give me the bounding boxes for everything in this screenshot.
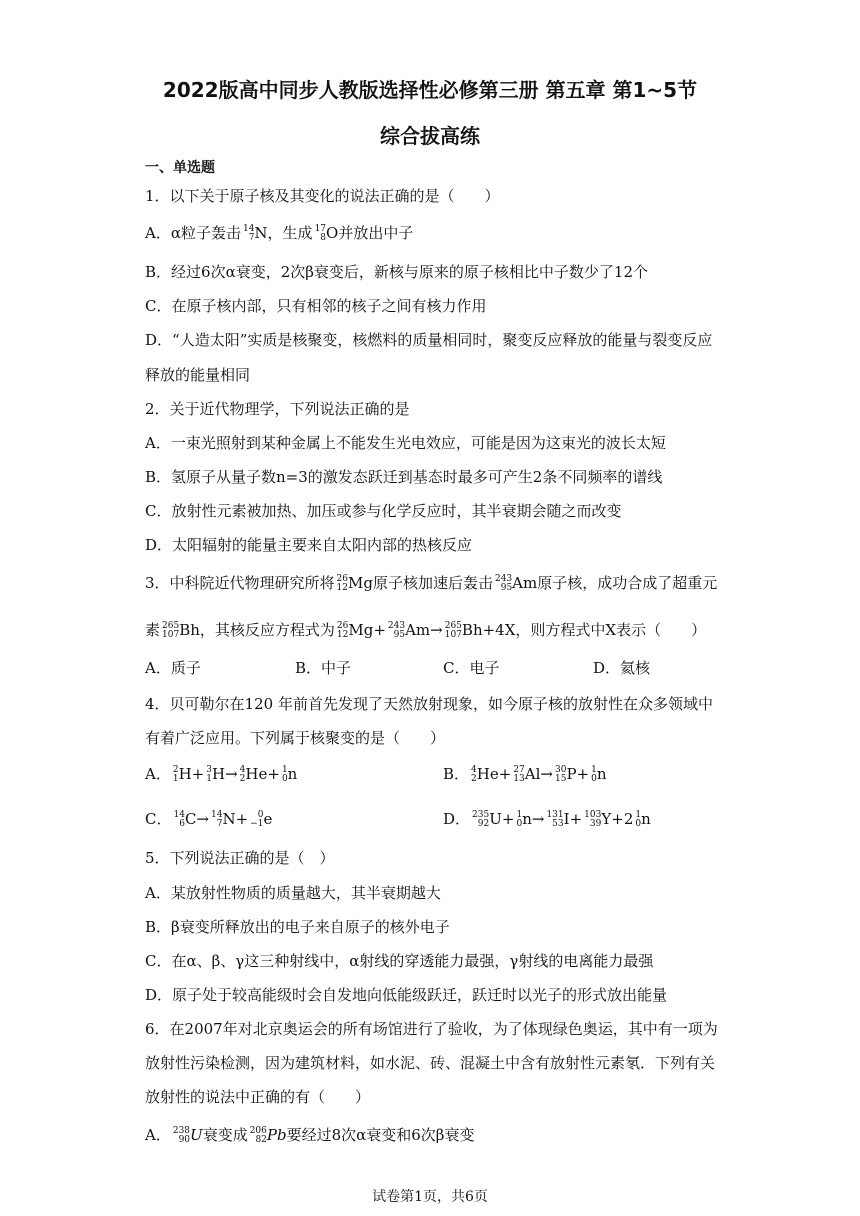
element-symbol: Pb: [266, 1126, 287, 1144]
q6-stem-line2: 放射性污染检测，因为建筑材料，如水泥、砖、混凝土中含有放射性元素氡．下列有关: [145, 1054, 716, 1072]
nuclide-script: [250, 1127, 267, 1145]
mass-number: 243: [494, 574, 513, 584]
mass-number: 4: [471, 765, 477, 775]
atomic-number: 90: [178, 1135, 191, 1145]
q4-stem-line2: 有着广泛应用。下列属于核聚变的是（ ）: [145, 729, 446, 747]
q1-option-a: [145, 223, 413, 243]
q6-a-text: 要经过8次α衰变和6次β衰变: [286, 1126, 475, 1144]
q1-option-b: B．经过6次α衰变，2次β衰变后，新核与原来的原子核相比中子数少了12个: [145, 263, 649, 281]
atomic-number: 107: [162, 630, 180, 640]
q5-option-c: C．在α、β、γ这三种射线中，α射线的穿透能力最强，γ射线的电离能力最强: [145, 952, 654, 970]
nuclide-script: [315, 225, 326, 243]
element-symbol: Bh: [461, 621, 483, 639]
element-symbol: H: [211, 765, 226, 783]
q6-a-text: 衰变成: [202, 1126, 248, 1144]
nuclide-script: [546, 811, 563, 829]
mass-number: 265: [444, 621, 462, 631]
atomic-number: 0: [516, 819, 523, 829]
atomic-number: 95: [393, 630, 406, 640]
element-symbol: N: [222, 810, 236, 828]
atomic-number: 1: [172, 774, 179, 784]
mass-number: 206: [249, 1126, 267, 1136]
element-symbol: H: [178, 765, 192, 783]
q4-option-c: [145, 809, 272, 829]
plus-sign: +: [191, 765, 205, 783]
q5-stem: 5．下列说法正确的是（ ）: [145, 849, 335, 867]
q3-text: +4X，则方程式中X表示（ ）: [482, 621, 707, 639]
q3-stem-line1: [145, 573, 717, 593]
atomic-number: 7: [216, 819, 223, 829]
element-symbol: C: [184, 810, 197, 828]
nuclide-script: [250, 811, 263, 829]
q1-stem: 1．以下关于原子核及其变化的说法正确的是（ ）: [145, 187, 500, 205]
mass-number: 17: [314, 224, 327, 234]
arrow-sign: →: [225, 765, 238, 783]
mass-number: 1: [591, 765, 597, 775]
mass-number: 243: [387, 621, 406, 631]
q3-text: 素: [145, 621, 161, 639]
element-symbol: n: [641, 810, 651, 828]
element-symbol: Y: [601, 810, 612, 828]
atomic-number: 0: [635, 819, 642, 829]
nuclide-script: [162, 622, 179, 640]
element-symbol: U: [489, 810, 502, 828]
mass-number: 1: [516, 810, 523, 820]
q1-option-d-cont: 释放的能量相同: [145, 366, 251, 384]
mass-number: 103: [584, 810, 602, 820]
atomic-number: 1: [206, 774, 212, 784]
mass-number: 1: [281, 765, 288, 775]
element-symbol: P: [566, 765, 577, 783]
atomic-number: 13: [513, 774, 525, 784]
q6-option-a: [145, 1125, 474, 1145]
atomic-number: 12: [336, 583, 348, 593]
mass-number: 238: [172, 1126, 191, 1136]
q3-text: 原子核，成功合成了超重元: [537, 574, 718, 592]
q4-option-a: [145, 764, 297, 784]
element-symbol: U: [190, 1126, 203, 1144]
atomic-number: 53: [552, 819, 564, 829]
q2-option-b: B．氢原子从量子数n=3的激发态跃迁到基态时最多可产生2条不同频率的谱线: [145, 468, 663, 486]
arrow-sign: →: [196, 810, 209, 828]
q2-option-c: C．放射性元素被加热、加压或参与化学反应时，其半衰期会随之而改变: [145, 502, 622, 520]
q3-option-c: C．电子: [443, 659, 500, 677]
mass-number: 27: [513, 765, 525, 775]
q5-option-d: D．原子处于较高能级时会自发地向低能级跃迁，跃迁时以光子的形式放出能量: [145, 986, 668, 1004]
arrow-sign: →: [531, 810, 545, 828]
option-label: C．: [145, 810, 172, 828]
q3-text: ，其核反应方程式为: [199, 621, 335, 639]
element-symbol: Mg: [348, 621, 374, 639]
q2-option-a: A．一束光照射到某种金属上不能发生光电效应，可能是因为这束光的波长太短: [145, 434, 666, 452]
mass-number: 14: [211, 810, 223, 820]
q6-stem-line1: 6．在2007年对北京奥运会的所有场馆进行了验收，为了体现绿色奥运，其中有一项为: [145, 1020, 718, 1038]
q1-a-text: ，生成: [267, 224, 313, 242]
coefficient: 2: [623, 810, 634, 828]
mass-number: 2: [172, 765, 179, 775]
plus-sign: +: [373, 621, 386, 639]
q1-option-c: C．在原子核内部，只有相邻的核子之间有核力作用: [145, 297, 487, 315]
mass-number: 131: [546, 810, 564, 820]
element-symbol: Bh: [179, 621, 200, 639]
nuclide-script: [243, 225, 254, 243]
plus-sign: +: [235, 810, 249, 828]
arrow-sign: →: [430, 621, 443, 639]
element-symbol: Am: [512, 574, 538, 592]
atomic-number: 2: [471, 774, 477, 784]
nuclide-script: [337, 622, 348, 640]
mass-number: 26: [336, 574, 348, 584]
mass-number: 235: [472, 810, 490, 820]
q1-a-text: A．α粒子轰击: [145, 224, 241, 242]
atomic-number: 12: [336, 630, 349, 640]
nuclide-script: [513, 766, 524, 784]
option-label: A．: [145, 1126, 171, 1144]
element-symbol: O: [326, 224, 339, 242]
q3-stem-line2: [145, 620, 706, 640]
atomic-number: 15: [554, 774, 567, 784]
nuclide-script: [337, 575, 348, 593]
mass-number: 14: [242, 224, 255, 234]
q3-option-a: A．质子: [145, 659, 201, 677]
mass-number: 0: [257, 810, 264, 820]
page-footer: 试卷第1页，共6页: [372, 1189, 488, 1205]
mass-number: 265: [162, 621, 180, 631]
element-symbol: e: [263, 810, 273, 828]
q4-option-b: [443, 764, 607, 784]
atomic-number: 0: [281, 774, 288, 784]
q4-option-d: [443, 809, 651, 829]
atomic-number: 6: [179, 819, 185, 829]
nuclide-script: [445, 622, 462, 640]
atomic-number: −1: [250, 819, 264, 829]
nuclide-script: [495, 575, 512, 593]
page-title: 2022版高中同步人教版选择性必修第三册 第五章 第1~5节: [162, 78, 698, 102]
mass-number: 1: [635, 810, 642, 820]
nuclide-script: [211, 811, 222, 829]
q3-text: 原子核加速后轰击: [372, 574, 493, 592]
atomic-number: 92: [477, 819, 490, 829]
option-label: D．: [443, 810, 471, 828]
q1-option-d: D．“人造太阳”实质是核聚变，核燃料的质量相同时，聚变反应释放的能量与裂变反应: [145, 331, 713, 349]
q6-stem-line3: 放射性的说法中正确的有（ ）: [145, 1088, 371, 1106]
q3-text: 3．中科院近代物理研究所将: [145, 574, 335, 592]
mass-number: 14: [173, 810, 185, 820]
element-symbol: He: [245, 765, 268, 783]
plus-sign: +: [611, 810, 624, 828]
element-symbol: Al: [524, 765, 541, 783]
atomic-number: 8: [320, 233, 327, 243]
q3-option-b: B．中子: [295, 659, 352, 677]
nuclide-script: [555, 766, 566, 784]
plus-sign: +: [569, 810, 583, 828]
plus-sign: +: [501, 810, 515, 828]
q5-option-b: B．β衰变所释放出的电子来自原子的核外电子: [145, 918, 450, 936]
atomic-number: 95: [500, 583, 513, 593]
atomic-number: 2: [239, 774, 246, 784]
element-symbol: Mg: [348, 574, 373, 592]
section-heading: 一、单选题: [145, 160, 215, 176]
element-symbol: N: [254, 224, 268, 242]
q4-stem-line1: 4．贝可勒尔在120 年前首先发现了天然放射现象，如今原子核的放射性在众多领域中: [145, 695, 713, 713]
nuclide-script: [584, 811, 601, 829]
atomic-number: 82: [255, 1135, 267, 1145]
element-symbol: n: [522, 810, 532, 828]
atomic-number: 0: [591, 774, 597, 784]
q3-option-d: D．氦核: [593, 659, 651, 677]
nuclide-script: [173, 1127, 190, 1145]
nuclide-script: [173, 811, 184, 829]
element-symbol: He: [476, 765, 499, 783]
option-label: A．: [145, 765, 171, 783]
plus-sign: +: [267, 765, 280, 783]
mass-number: 26: [336, 621, 349, 631]
element-symbol: I: [563, 810, 570, 828]
mass-number: 30: [554, 765, 567, 775]
q2-option-d: D．太阳辐射的能量主要来自太阳内部的热核反应: [145, 536, 473, 554]
q5-option-a: A．某放射性物质的质量越大，其半衰期越大: [145, 884, 441, 902]
option-label: B．: [443, 765, 470, 783]
atomic-number: 39: [589, 819, 602, 829]
mass-number: 3: [206, 765, 212, 775]
element-symbol: n: [596, 765, 607, 783]
q1-a-text: 并放出中子: [338, 224, 414, 242]
atomic-number: 107: [444, 630, 462, 640]
nuclide-script: [472, 811, 489, 829]
element-symbol: Am: [405, 621, 431, 639]
atomic-number: 7: [248, 233, 255, 243]
plus-sign: +: [576, 765, 590, 783]
q2-stem: 2．关于近代物理学，下列说法正确的是: [145, 400, 410, 418]
element-symbol: n: [287, 765, 298, 783]
plus-sign: +: [498, 765, 512, 783]
nuclide-script: [388, 622, 405, 640]
arrow-sign: →: [540, 765, 553, 783]
page-subtitle: 综合拔高练: [380, 124, 480, 148]
mass-number: 4: [239, 765, 246, 775]
